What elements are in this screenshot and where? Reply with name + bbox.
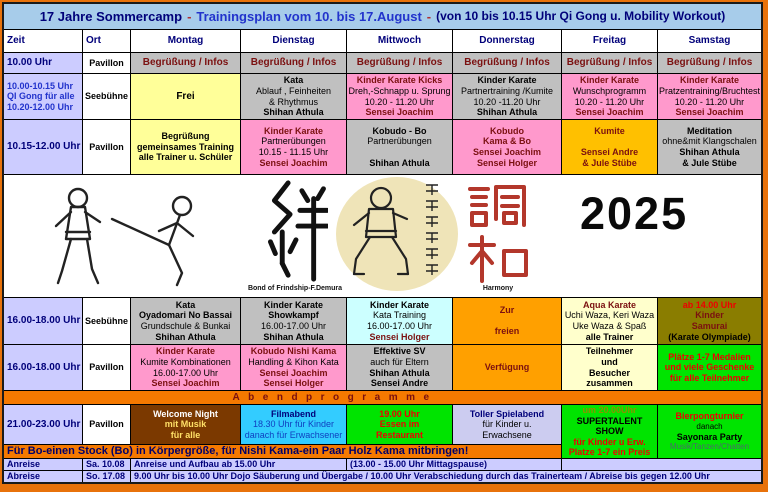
anreise-label: Anreise bbox=[4, 459, 82, 470]
cell-r6-montag: Welcome Night mit Musik für alle bbox=[131, 405, 240, 444]
ort-cell-r1: Pavillon bbox=[83, 53, 130, 73]
cell-r6-donnerstag: Toller Spielabend für Kinder u. Erwachsene bbox=[453, 405, 561, 444]
cell-r3-montag: Begrüßung gemeinsames Training alle Trainer u. Schüler bbox=[131, 120, 240, 174]
abreise-date: So. 17.08 bbox=[83, 471, 130, 482]
title-note: (von 10 bis 10.15 Uhr Qi Gong u. Mobility Workout) bbox=[436, 9, 726, 24]
abreise-text: 9.00 Uhr bis 10.00 Uhr Dojo Säuberung und Übergabe / 10.00 Uhr Verabschiedung durch das Trainerteam / Abreise bis gegen 12.00 Uhr bbox=[131, 471, 761, 482]
title-bar bbox=[4, 4, 761, 29]
karate-figure-badge bbox=[336, 177, 458, 291]
cell-r5-dienstag: Kobudo Nishi Kama Handling & Kihon Kata Sensei Joachim Sensei Holger bbox=[241, 345, 346, 390]
cell-r4-samstag: ab 14.00 Uhr Kinder Samurai (Karate Olympiade) bbox=[658, 298, 761, 344]
karate-figure-art bbox=[336, 177, 458, 291]
time-cell-r6: 21.00-23.00 Uhr bbox=[4, 405, 82, 444]
ort-cell-r4: Seebühne bbox=[83, 298, 130, 344]
cell-r2-samstag: Kinder Karate Pratzentraining/Bruchtest 10.20 - 11.20 Uhr Sensei Joachim bbox=[658, 75, 761, 118]
ort-cell-r5: Pavillon bbox=[83, 345, 130, 390]
header-donnerstag: Donnerstag bbox=[453, 30, 561, 52]
cell-r3-samstag: Meditation ohne&mit Klangschalen Shihan Athula & Jule Stübe bbox=[658, 120, 761, 174]
time-cell-r3: 10.15-12.00 Uhr bbox=[4, 120, 82, 174]
kizuna-caption: Bond of Frindship-F.Demura bbox=[247, 285, 343, 292]
harmony-caption: Harmony bbox=[482, 285, 514, 292]
anreise-date: Sa. 10.08 bbox=[83, 459, 130, 470]
harmony-kanji-art bbox=[466, 179, 530, 283]
cell-r5-freitag: Teilnehmer und Besucher zusammen bbox=[562, 345, 657, 390]
ort-cell-r3: Pavillon bbox=[83, 120, 130, 174]
cell-r6-dienstag: Filmabend 18.30 Uhr für Kinder danach für Erwachsener bbox=[241, 405, 346, 444]
title-dash: - bbox=[426, 8, 432, 24]
page-title: 17 Jahre Sommercamp bbox=[39, 8, 183, 24]
cell-r3-donnerstag: Kobudo Kama & Bo Sensei Joachim Sensei Holger bbox=[453, 120, 561, 174]
cell-r1-freitag: Begrüßung / Infos bbox=[562, 53, 657, 73]
cell-r2-montag: Frei bbox=[131, 74, 240, 119]
anreise-empty-cell bbox=[562, 459, 761, 470]
sparring-figures-art bbox=[30, 179, 250, 291]
cell-r4-freitag: Aqua Karate Uchi Waza, Keri Waza Uke Waza & Spaß alle Trainer bbox=[562, 298, 657, 344]
cell-r2-freitag: Kinder Karate Wunschprogramm 10.20 - 11.20 Uhr Sensei Joachim bbox=[562, 74, 657, 119]
header-freitag: Freitag bbox=[562, 30, 657, 52]
cell-r1-mittwoch: Begrüßung / Infos bbox=[347, 53, 452, 73]
header-ort: Ort bbox=[83, 30, 130, 52]
page-subtitle: Trainingsplan vom 10. bis 17.August bbox=[196, 8, 422, 24]
header-dienstag: Dienstag bbox=[241, 30, 346, 52]
cell-r6-mittwoch: 19.00 Uhr Essen im Restaurant bbox=[347, 405, 452, 444]
cell-r3-dienstag: Kinder Karate Partnerübungen 10.15 - 11.15 Uhr Sensei Joachim bbox=[241, 120, 346, 174]
header-zeit: Zeit bbox=[4, 30, 82, 52]
kizuna-kanji-art bbox=[262, 177, 328, 285]
cell-r4-montag: Kata Oyadomari No Bassai Grundschule & Bunkai Shihan Athula bbox=[131, 298, 240, 344]
cell-r5-donnerstag: Verfügung bbox=[453, 345, 561, 390]
header-samstag: Samstag bbox=[658, 30, 761, 52]
cell-r3-mittwoch: Kobudo - Bo Partnerübungen Shihan Athula bbox=[347, 120, 452, 174]
time-cell-r5: 16.00-18.00 Uhr bbox=[4, 345, 82, 390]
cell-r1-montag: Begrüßung / Infos bbox=[131, 53, 240, 73]
cell-r1-samstag: Begrüßung / Infos bbox=[658, 53, 761, 73]
cell-r3-freitag: Kumite Sensei Andre & Jule Stübe bbox=[562, 120, 657, 174]
ort-cell-r6: Pavillon bbox=[83, 405, 130, 444]
trainingsplan-table bbox=[2, 2, 763, 484]
artwork-band bbox=[4, 175, 761, 297]
cell-r2-mittwoch: Kinder Karate Kicks Dreh,-Schnapp u. Sprung 10.20 - 11.20 Uhr Sensei Joachim bbox=[348, 75, 451, 118]
title-dash: - bbox=[187, 8, 192, 24]
cell-r2-donnerstag: Kinder Karate Partnertraining /Kumite 10.20 -11.20 Uhr Shihan Athula bbox=[453, 74, 561, 119]
cell-r5-mittwoch: Effektive SV auch für Eltern Shihan Athula Sensei Andre bbox=[347, 345, 452, 390]
abendprogramme-banner: Abendprogramme bbox=[4, 391, 761, 404]
anreise-text: Anreise und Aufbau ab 15.00 Uhr bbox=[131, 459, 346, 470]
anreise-pause-note: (13.00 - 15.00 Uhr Mittagspause) bbox=[347, 459, 561, 470]
cell-r1-dienstag: Begrüßung / Infos bbox=[241, 53, 346, 73]
cell-r4-dienstag: Kinder Karate Showkampf 16.00-17.00 Uhr Shihan Athula bbox=[241, 298, 346, 344]
abreise-label: Abreise bbox=[4, 471, 82, 482]
cell-r5-samstag: Plätze 1-7 Medalien und viele Geschenke für alle Teilnehmer bbox=[658, 345, 761, 390]
cell-r1-donnerstag: Begrüßung / Infos bbox=[453, 53, 561, 73]
cell-r5-montag: Kinder Karate Kumite Kombinationen 16.00-17.00 Uhr Sensei Joachim bbox=[131, 345, 240, 390]
time-cell-r1: 10.00 Uhr bbox=[4, 53, 82, 73]
cell-r6-freitag: um 20.00Uhr SUPERTALENT SHOW für Kinder u Erw. Platze 1-7 ein Preis bbox=[562, 405, 657, 458]
time-cell-r2: 10.00-10.15 Uhr QI Gong für alle 10.20-12.00 Uhr bbox=[4, 74, 82, 119]
cell-r2-dienstag: Kata Ablauf , Feinheiten & Rhythmus Shihan Athula bbox=[241, 74, 346, 119]
ort-cell-r2: Seebühne bbox=[83, 74, 130, 119]
year-label: 2025 bbox=[580, 188, 689, 239]
header-mittwoch: Mittwoch bbox=[347, 30, 452, 52]
cell-r4-donnerstag: Zur freien bbox=[453, 298, 561, 344]
shito-ryu-vertical-kanji-art bbox=[426, 185, 438, 275]
cell-r6-samstag: Bierpongturnier danach Sayonara Party Musik/Tanzen/Chatten bbox=[658, 405, 761, 458]
header-montag: Montag bbox=[131, 30, 240, 52]
bo-note: Für Bo-einen Stock (Bo) in Körpergröße, für Nishi Kama-ein Paar Holz Kama mitbringen! bbox=[4, 445, 561, 458]
time-cell-r4: 16.00-18.00 Uhr bbox=[4, 298, 82, 344]
cell-r4-mittwoch: Kinder Karate Kata Training 16.00-17.00 Uhr Sensei Holger bbox=[347, 298, 452, 344]
